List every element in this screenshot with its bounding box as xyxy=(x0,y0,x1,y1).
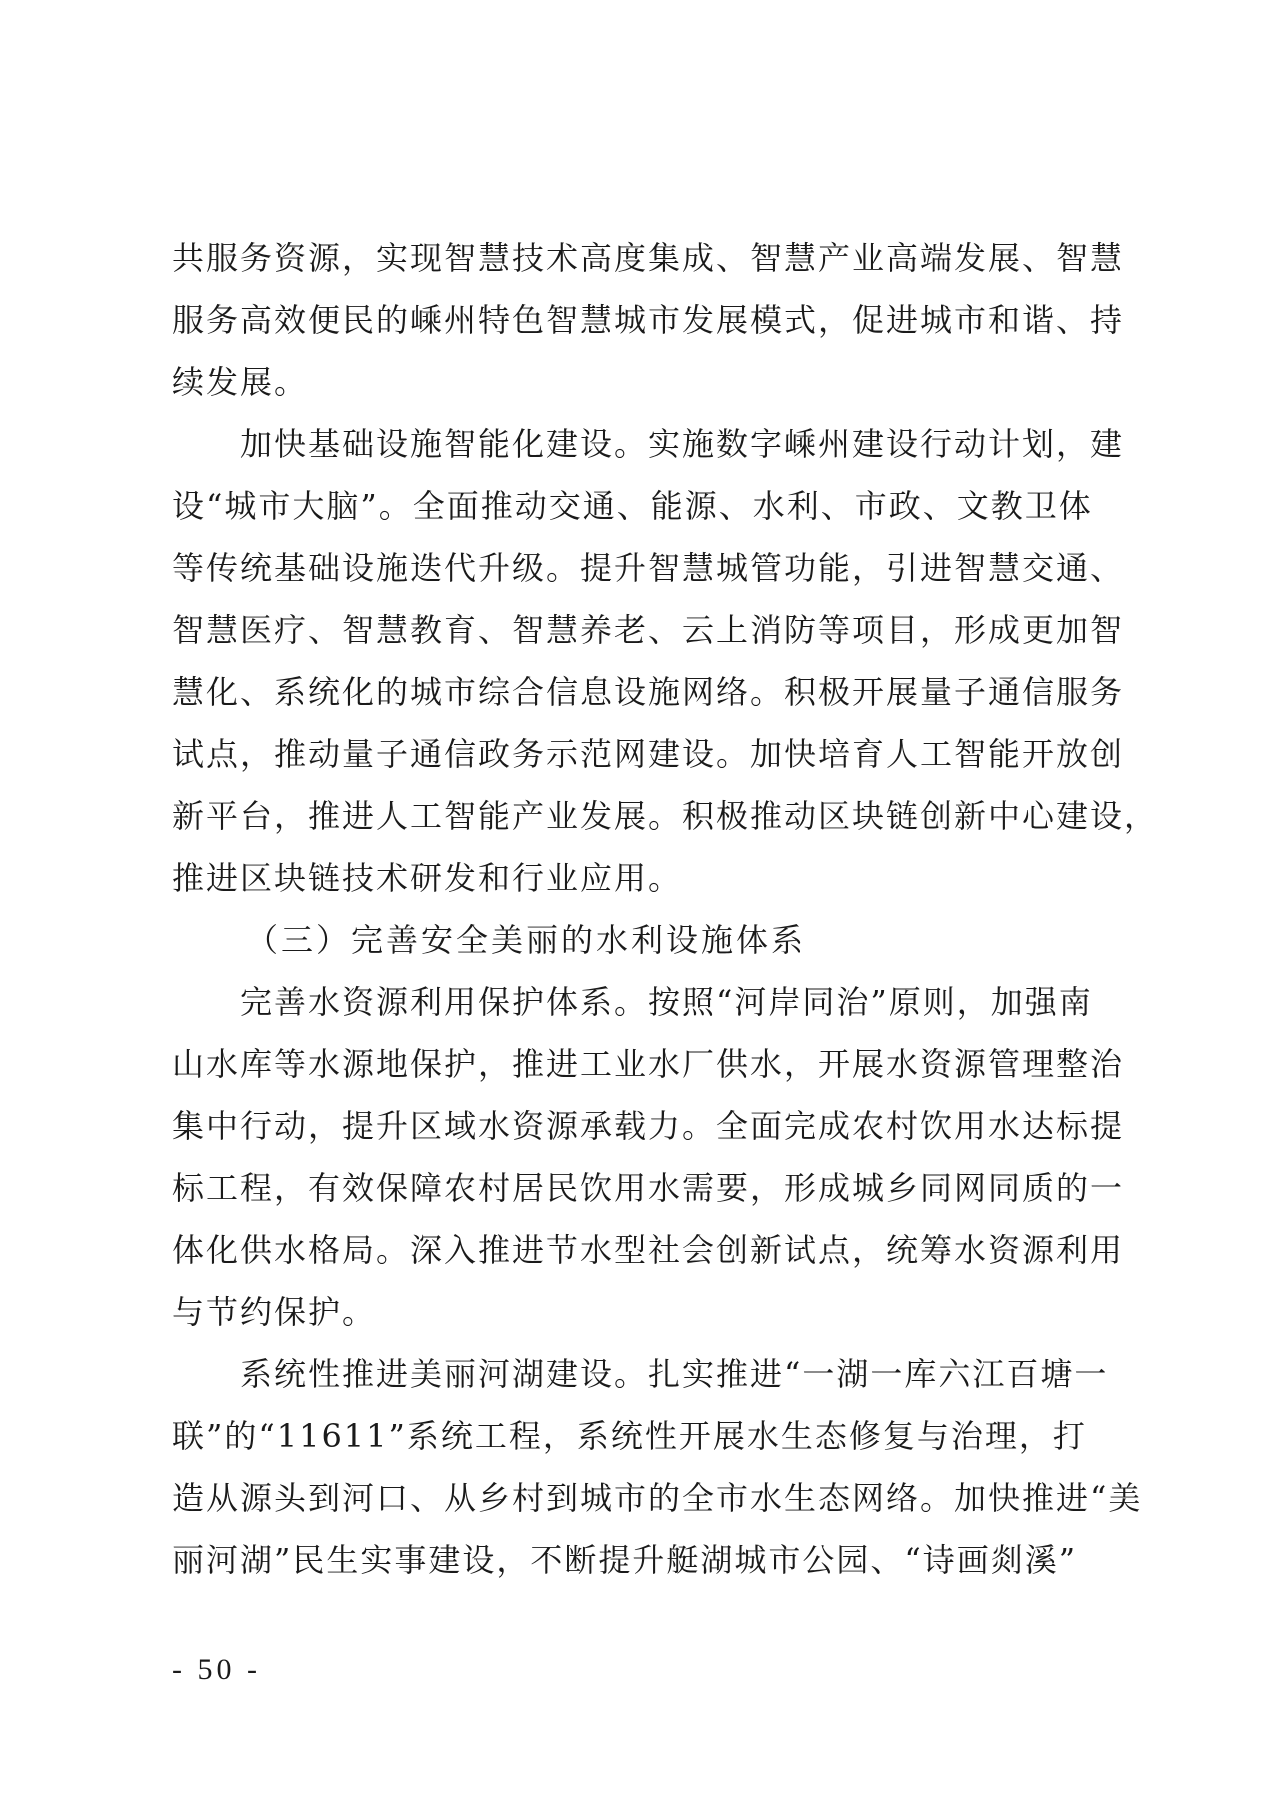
body-text-line: 新平台，推进人工智能产业发展。积极推动区块链创新中心建设， xyxy=(172,797,1159,835)
body-text-line: 造从源头到河口、从乡村到城市的全市水生态网络。加快推进“美 xyxy=(172,1479,1143,1517)
body-text-line: 设“城市大脑”。全面推动交通、能源、水利、市政、文教卫体 xyxy=(172,487,1093,525)
paragraph-first-line: 系统性推进美丽河湖建设。扎实推进“一湖一库六江百塘一 xyxy=(240,1355,1109,1393)
body-text-line: 集中行动，提升区域水资源承载力。全面完成农村饮用水达标提 xyxy=(172,1107,1125,1145)
paragraph-first-line: 加快基础设施智能化建设。实施数字嵊州建设行动计划，建 xyxy=(240,425,1125,463)
body-text-line: 丽河湖”民生实事建设，不断提升艇湖城市公园、“诗画剡溪” xyxy=(172,1541,1078,1579)
page-number: - 50 - xyxy=(172,1653,261,1686)
section-heading: （三）完善安全美丽的水利设施体系 xyxy=(246,921,807,959)
body-text-line: 服务高效便民的嵊州特色智慧城市发展模式，促进城市和谐、持 xyxy=(172,301,1125,339)
body-text-line: 联”的“11611”系统工程，系统性开展水生态修复与治理，打 xyxy=(172,1417,1087,1455)
body-text-line: 试点，推动量子通信政务示范网建设。加快培育人工智能开放创 xyxy=(172,735,1125,773)
body-text-line: 续发展。 xyxy=(172,363,309,401)
body-text-line: 体化供水格局。深入推进节水型社会创新试点，统筹水资源利用 xyxy=(172,1231,1125,1269)
body-text-line: 与节约保护。 xyxy=(172,1293,377,1331)
body-text-line: 标工程，有效保障农村居民饮用水需要，形成城乡同网同质的一 xyxy=(172,1169,1125,1207)
body-text-line: 共服务资源，实现智慧技术高度集成、智慧产业高端发展、智慧 xyxy=(172,239,1125,277)
paragraph-first-line: 完善水资源利用保护体系。按照“河岸同治”原则，加强南 xyxy=(240,983,1093,1021)
body-text-line: 智慧医疗、智慧教育、智慧养老、云上消防等项目，形成更加智 xyxy=(172,611,1125,649)
body-text-line: 山水库等水源地保护，推进工业水厂供水，开展水资源管理整治 xyxy=(172,1045,1125,1083)
body-text-line: 慧化、系统化的城市综合信息设施网络。积极开展量子通信服务 xyxy=(172,673,1125,711)
body-text-line: 等传统基础设施迭代升级。提升智慧城管功能，引进智慧交通、 xyxy=(172,549,1125,587)
body-text-line: 推进区块链技术研发和行业应用。 xyxy=(172,859,683,897)
